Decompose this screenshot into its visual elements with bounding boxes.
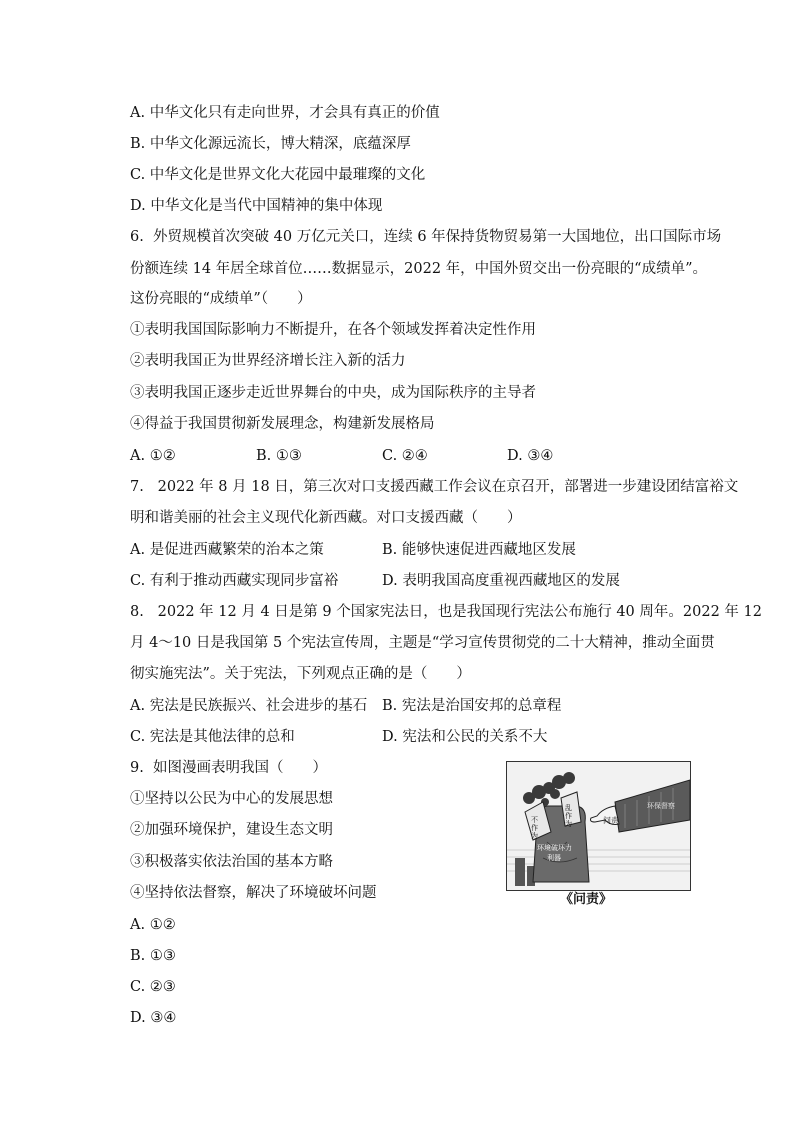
cartoon-label-duchayuan: 环保督察	[647, 802, 675, 810]
q9-item-2: ②加强环境保护，建设生态文明	[130, 822, 333, 838]
q6-item-1: ①表明我国国际影响力不断提升，在各个领域发挥着决定性作用	[130, 322, 536, 338]
q7-stem-line1: 7. 2022 年 8 月 18 日，第三次对口支援西藏工作会议在京召开，部署进一步建设团结富裕文	[130, 479, 739, 495]
q6-option-a: A. ①②	[130, 448, 176, 464]
q6-stem-line3: 这份亮眼的“成绩单”（ ）	[130, 291, 312, 307]
q8-stem-line1: 8. 2022 年 12 月 4 日是第 9 个国家宪法日，也是我国现行宪法公布施行 40 周年。2022 年 12	[130, 604, 762, 620]
cartoon-label-pohuaili: 环境破坏力	[537, 844, 572, 852]
cartoon-label-buzuowei: 不作为	[531, 816, 538, 840]
q8-option-d: D. 宪法和公民的关系不大	[382, 729, 548, 745]
cartoon-caption: 《问责》	[560, 892, 613, 907]
q7-stem-line2: 明和谐美丽的社会主义现代化新西藏。对口支援西藏（ ）	[130, 510, 522, 526]
q7-option-d: D. 表明我国高度重视西藏地区的发展	[382, 573, 620, 589]
cartoon-label-wenze: 问责	[603, 816, 619, 825]
cartoon-illustration	[506, 761, 691, 891]
q8-option-c: C. 宪法是其他法律的总和	[130, 729, 295, 745]
q6-item-3: ③表明我国正逐步走近世界舞台的中央，成为国际秩序的主导者	[130, 385, 536, 401]
q9-option-c: C. ②③	[130, 979, 176, 995]
q6-item-4: ④得益于我国贯彻新发展理念，构建新发展格局	[130, 416, 435, 432]
q5-option-b: B. 中华文化源远流长，博大精深，底蕴深厚	[130, 136, 411, 152]
q9-option-b: B. ①③	[130, 948, 176, 964]
cartoon-label-liqi: 利器	[547, 854, 561, 862]
q8-stem-line2: 月 4～10 日是我国第 5 个宪法宣传周，主题是“学习宣传贯彻党的二十大精神，推动全面贯	[130, 635, 715, 651]
q5-option-a: A. 中华文化只有走向世界，才会具有真正的价值	[130, 105, 440, 121]
q7-option-c: C. 有利于推动西藏实现同步富裕	[130, 573, 339, 589]
q7-option-a: A. 是促进西藏繁荣的治本之策	[130, 542, 324, 558]
q6-stem-line2: 份额连续 14 年居全球首位……数据显示，2022 年，中国外贸交出一份亮眼的“成绩单”。	[130, 261, 708, 277]
q6-stem-line1: 6. 外贸规模首次突破 40 万亿元关口，连续 6 年保持货物贸易第一大国地位，出口国际市场	[130, 229, 722, 245]
q6-item-2: ②表明我国正为世界经济增长注入新的活力	[130, 353, 406, 369]
q6-option-c: C. ②④	[382, 448, 428, 464]
q9-option-d: D. ③④	[130, 1010, 177, 1026]
q9-option-a: A. ①②	[130, 917, 176, 933]
q8-option-b: B. 宪法是治国安邦的总章程	[382, 698, 562, 714]
q7-option-b: B. 能够快速促进西藏地区发展	[382, 542, 576, 558]
q9-item-1: ①坚持以公民为中心的发展思想	[130, 791, 333, 807]
q9-item-3: ③积极落实依法治国的基本方略	[130, 854, 333, 870]
q8-option-a: A. 宪法是民族振兴、社会进步的基石	[130, 698, 368, 714]
q6-option-d: D. ③④	[507, 448, 554, 464]
cartoon-label-luanzuowei: 乱作为	[565, 804, 572, 828]
q5-option-d: D. 中华文化是当代中国精神的集中体现	[130, 198, 383, 214]
q6-option-b: B. ①③	[256, 448, 302, 464]
q8-stem-line3: 彻实施宪法”。关于宪法，下列观点正确的是（ ）	[130, 666, 471, 682]
q5-option-c: C. 中华文化是世界文化大花园中最璀璨的文化	[130, 167, 426, 183]
q9-item-4: ④坚持依法督察，解决了环境破坏问题	[130, 885, 377, 901]
q9-stem: 9. 如图漫画表明我国（ ）	[130, 760, 328, 776]
